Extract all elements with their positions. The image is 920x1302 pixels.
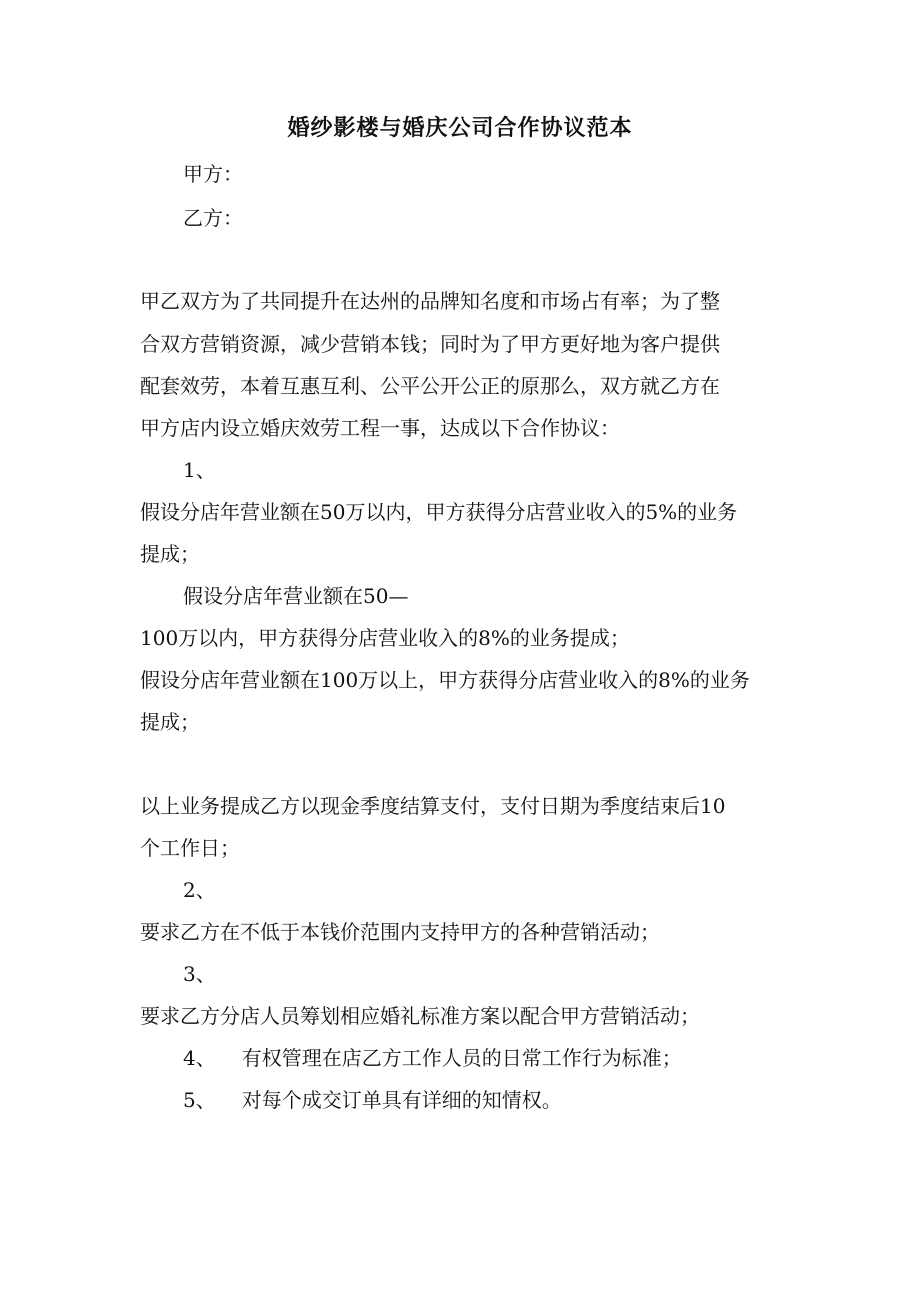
item-2-text: 要求乙方在不低于本钱价范围内支持甲方的各种营销活动； (140, 920, 660, 944)
item-3-text: 要求乙方分店人员筹划相应婚礼标准方案以配合甲方营销活动； (140, 1004, 700, 1028)
item-2-number: 2、 (183, 878, 216, 902)
item-4-number: 4、 (183, 1046, 216, 1070)
item-3-number: 3、 (183, 962, 216, 986)
item-1-line: 假设分店年营业额在50— (183, 584, 409, 608)
intro-line: 配套效劳，本着互惠互利、公平公开公正的原那么，双方就乙方在 (140, 374, 720, 398)
payment-line: 以上业务提成乙方以现金季度结算支付，支付日期为季度结束后10 (140, 794, 726, 818)
intro-line: 合双方营销资源，减少营销本钱；同时为了甲方更好地为客户提供 (140, 332, 720, 356)
item-4 (183, 1044, 682, 1072)
item-1-line: 假设分店年营业额在50万以内，甲方获得分店营业收入的5%的业务 (140, 500, 738, 524)
party-b-label: 乙方： (183, 206, 243, 230)
item-1-line: 提成； (140, 542, 200, 566)
item-5-text: 对每个成交订单具有详细的知情权。 (241, 1088, 562, 1112)
item-5 (183, 1086, 562, 1114)
party-a-label: 甲方： (183, 162, 243, 186)
item-5-number: 5、 (183, 1088, 216, 1112)
item-1-number: 1、 (183, 458, 216, 482)
item-1-line: 提成； (140, 710, 200, 734)
intro-line: 甲方店内设立婚庆效劳工程一事，达成以下合作协议： (140, 416, 620, 440)
document-title: 婚纱影楼与婚庆公司合作协议范本 (287, 115, 633, 141)
intro-line: 甲乙双方为了共同提升在达州的品牌知名度和市场占有率；为了整 (140, 289, 720, 313)
payment-line: 个工作日； (140, 836, 240, 860)
item-4-text: 有权管理在店乙方工作人员的日常工作行为标准； (241, 1046, 682, 1070)
item-1-line: 假设分店年营业额在100万以上，甲方获得分店营业收入的8%的业务 (140, 668, 750, 692)
item-1-line: 100万以内，甲方获得分店营业收入的8%的业务提成； (140, 626, 630, 650)
